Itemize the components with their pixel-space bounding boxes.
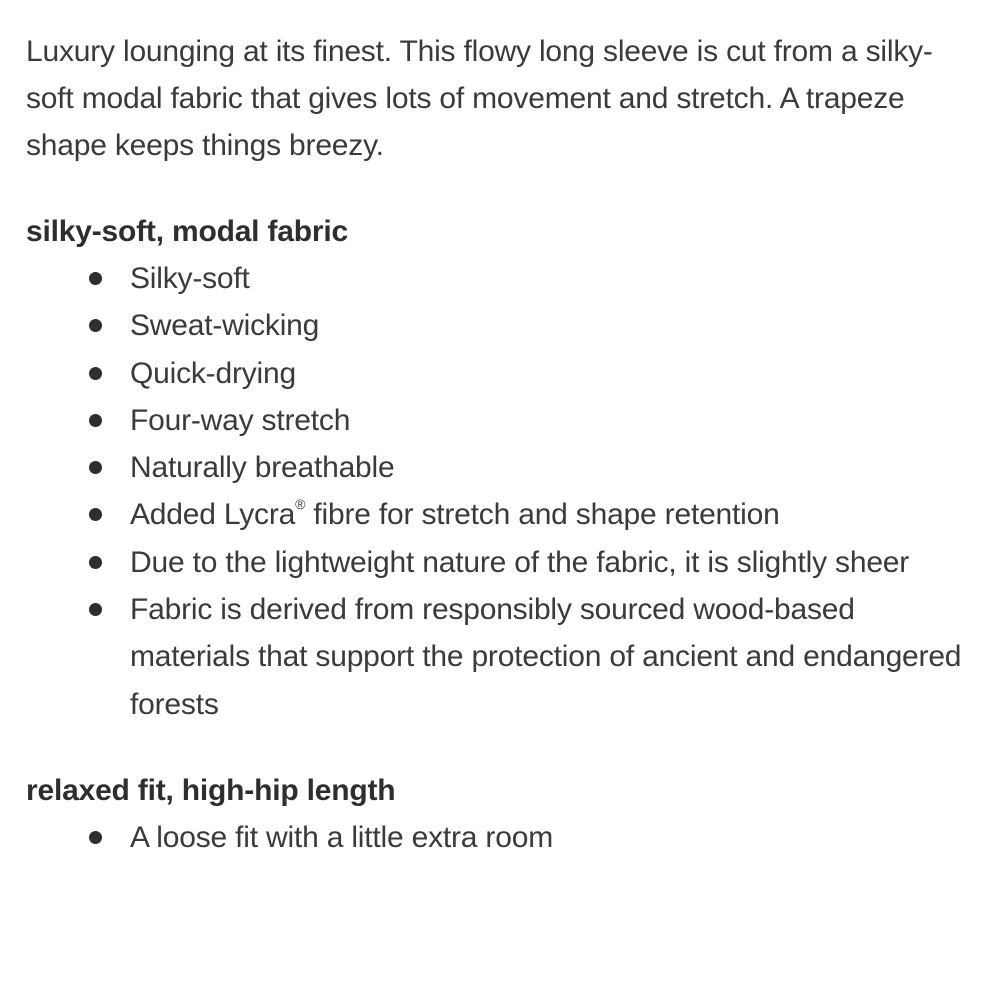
- intro-paragraph: Luxury lounging at its finest. This flowy long sleeve is cut from a silky-soft modal fabric that gives lots of movement and stretch. A trapeze shape keeps things breezy.: [26, 35, 933, 162]
- bullet-icon: [89, 508, 102, 521]
- fabric-feature-list: [26, 255, 976, 728]
- list-item: [130, 397, 976, 444]
- list-item-text: Added Lycra: [130, 498, 296, 532]
- list-item-text: Quick-drying: [130, 356, 296, 390]
- bullet-icon: [89, 414, 102, 427]
- fit-section-heading: relaxed fit, high-hip length: [26, 773, 396, 807]
- list-item: [130, 255, 976, 302]
- list-item: [130, 491, 976, 538]
- registered-mark: ®: [295, 496, 306, 513]
- bullet-icon: [89, 603, 102, 616]
- list-item-text: Fabric is derived from responsibly sourced wood-based materials that support the protection of ancient and endangered forests: [130, 593, 962, 721]
- list-item: [130, 586, 976, 728]
- list-item-text: Four-way stretch: [130, 403, 351, 437]
- list-item-text: Silky-soft: [130, 262, 250, 295]
- list-item-text-suffix: fibre for stretch and shape retention: [305, 498, 780, 532]
- bullet-icon: [89, 272, 102, 285]
- list-item: [130, 814, 976, 861]
- bullet-icon: [89, 367, 102, 380]
- bullet-icon: [89, 319, 102, 332]
- list-item: [130, 302, 976, 349]
- list-item-text: A loose fit with a little extra room: [130, 820, 553, 854]
- fabric-section-heading: silky-soft, modal fabric: [26, 215, 348, 248]
- list-item: [130, 539, 976, 586]
- bullet-icon: [89, 461, 102, 474]
- list-item-text: Naturally breathable: [130, 451, 395, 485]
- list-item-text: Sweat-wicking: [130, 309, 320, 343]
- list-item-text: Due to the lightweight nature of the fabric, it is slightly sheer: [130, 545, 910, 579]
- product-description: [26, 28, 976, 861]
- list-item: [130, 350, 976, 397]
- bullet-icon: [89, 831, 102, 844]
- list-item: [130, 444, 976, 491]
- bullet-icon: [89, 556, 102, 569]
- fit-feature-list: [26, 814, 976, 861]
